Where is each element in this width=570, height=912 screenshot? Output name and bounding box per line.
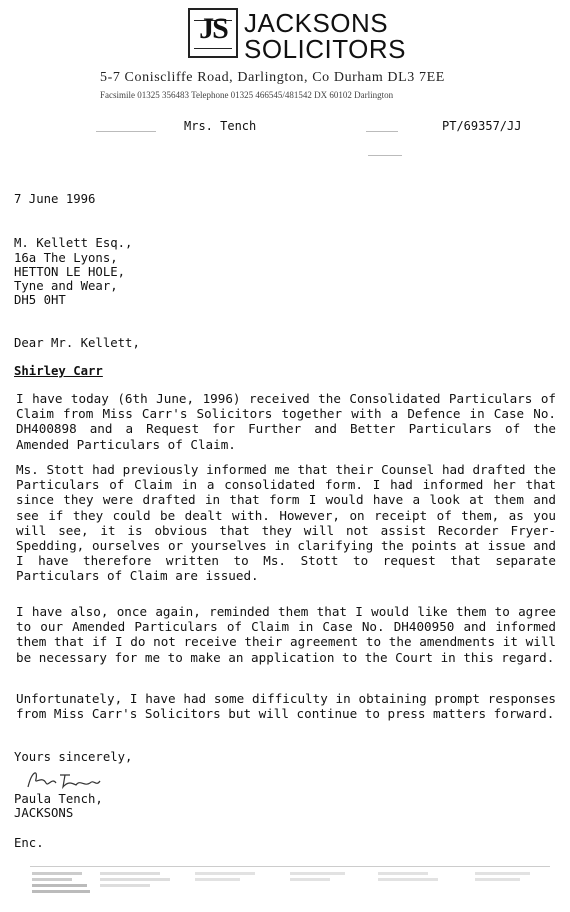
footer-block — [195, 872, 265, 881]
body-paragraph: I have today (6th June, 1996) received the Consolidated Particulars of Claim from Miss Carr's Solicitors together with a Defence in Case No. DH400898 and a Request for Further and Better Particulars of the Amended Particulars of Claim. — [16, 391, 556, 452]
footer-block — [475, 872, 545, 881]
letter-date: 7 June 1996 — [14, 192, 96, 206]
recipient-postcode: DH5 0HT — [14, 293, 66, 307]
firm-logo — [188, 8, 238, 58]
firm-name-line2: SOLICITORS — [244, 34, 407, 64]
faint-field-marker — [96, 131, 156, 132]
body-paragraph: I have also, once again, reminded them that I would like them to agree to our Amended Particulars of Claim in Case No. DH400950 and informed them that if I do not receive their agreement to the amendments it will be necessary for me to make an application to the Court in this regard. — [16, 604, 556, 665]
body-paragraph: Ms. Stott had previously informed me that their Counsel had drafted the Particulars of Claim in a consolidated form. I had informed her that since they were drafted in that form I would have a look at them and see if they could be dealt with. However, on receipt of them, as you will see, it is obvious that they will not assist Recorder Fryer-Spedding, ourselves or yourselves in clarifying the points at issue and I have therefore written to Ms. Stott to request that separate Particulars of Claim are issued. — [16, 462, 556, 584]
footer-block — [100, 872, 180, 887]
body-paragraph: Unfortunately, I have had some difficulty in obtaining prompt responses from Miss Carr's Solicitors but will continue to press matters forward. — [16, 691, 556, 722]
signature-scribble — [24, 765, 114, 793]
faint-field-marker — [366, 131, 398, 132]
recipient-line: Tyne and Wear, — [14, 279, 118, 293]
firm-name-line1: JACKSONS — [244, 8, 389, 38]
our-reference: PT/69357/JJ — [442, 119, 522, 133]
logo-monogram: JS — [199, 12, 227, 45]
footer-divider — [30, 866, 550, 867]
recipient-line: M. Kellett Esq., — [14, 236, 133, 250]
enclosure-note: Enc. — [14, 836, 44, 850]
faint-field-marker — [368, 155, 402, 156]
recipient-line: 16a The Lyons, — [14, 251, 118, 265]
footer-block — [378, 872, 448, 881]
footer-block — [290, 872, 360, 881]
subject-heading: Shirley Carr — [14, 364, 103, 378]
signatory-name: Paula Tench, — [14, 792, 103, 806]
firm-address: 5-7 Coniscliffe Road, Darlington, Co Durham DL3 7EE — [100, 70, 445, 85]
firm-contact: Facsimile 01325 356483 Telephone 01325 466545/481542 DX 60102 Darlington — [100, 90, 394, 100]
footer-block — [32, 872, 92, 893]
signatory-firm: JACKSONS — [14, 806, 74, 820]
recipient-line: HETTON LE HOLE, — [14, 265, 126, 279]
salutation: Dear Mr. Kellett, — [14, 336, 140, 350]
their-reference: Mrs. Tench — [184, 119, 257, 133]
valediction: Yours sincerely, — [14, 750, 133, 764]
